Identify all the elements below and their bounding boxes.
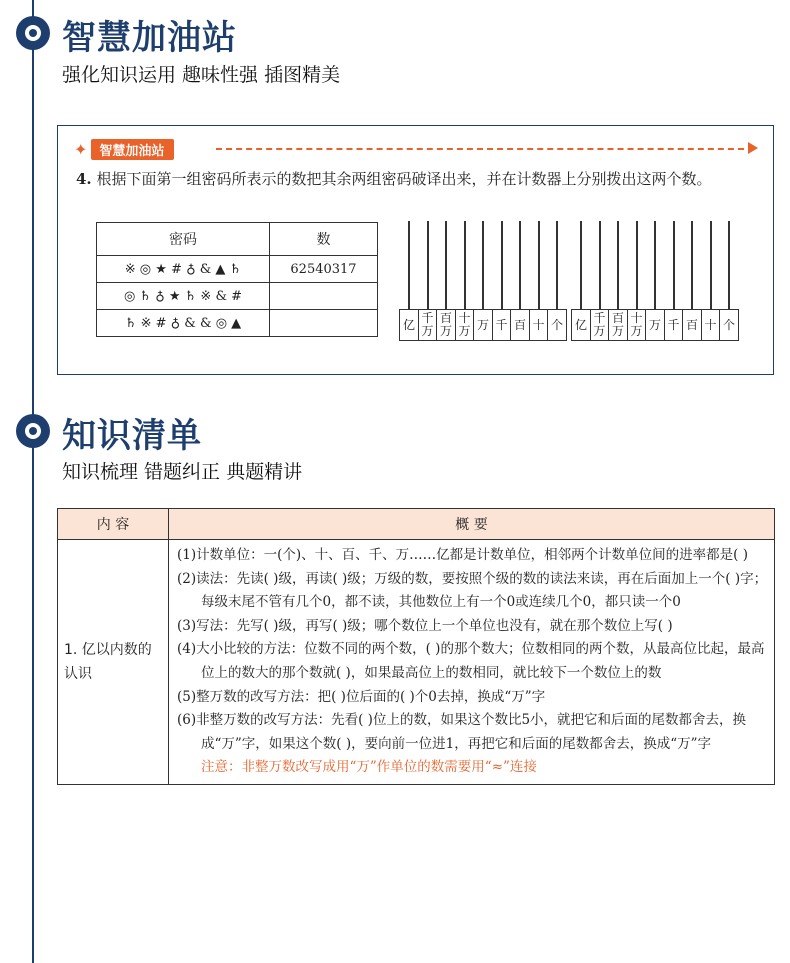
place-label: 十 万 [455,309,475,341]
section-title: 知识清单 [62,416,202,456]
place-label: 个 [719,309,739,341]
place-label: 十 [529,309,549,341]
abacus-rod[interactable] [599,221,601,311]
cipher-cell: ◎ ♄ ♁ ★ ♄ ※ & # [97,283,270,310]
place-label: 万 [645,309,665,341]
abacus-rod[interactable] [654,221,656,311]
question-text: 根据下面第一组密码所表示的数把其余两组密码破译出来，并在计数器上分别拨出这两个数。 [96,170,712,188]
abacus-rod[interactable] [538,221,540,311]
summary-item: (6)非整万数的改写方法：先看( )位上的数，如果这个数比5小，就把它和后面的尾数都舍去，换成“万”字，如果这个数( )，要向前一位进1，再把它和后面的尾数都舍去，换成“万”字 [177,712,747,752]
abacus-rod[interactable] [482,221,484,311]
abacus-rod[interactable] [464,221,466,311]
section-subtitle: 强化知识运用 趣味性强 插图精美 [62,64,341,86]
cipher-cell: ※ ◎ ★ # ♁ & ▲ ♄ [97,256,270,283]
dashed-line [216,148,754,150]
place-label: 千 [492,309,512,341]
banner-label: 智慧加油站 [91,139,174,160]
section-bullet-icon [16,16,50,50]
cipher-header: 密码 [97,223,270,256]
abacus-rod[interactable] [445,221,447,311]
place-label: 千 [664,309,684,341]
timeline-line [32,0,34,963]
place-label: 亿 [399,309,419,341]
place-label: 百 [682,309,702,341]
abacus-rod[interactable] [636,221,638,311]
banner [74,138,174,160]
place-label: 千 万 [418,309,438,341]
summary-table [57,508,775,785]
summary-item: (3)写法：先写( )级，再写( )级；哪个数位上一个单位也没有，就在那个数位上写( ) [177,617,673,634]
abacus-rod[interactable] [710,221,712,311]
place-label: 百 [510,309,530,341]
abacus-rod[interactable] [519,221,521,311]
note: 注意：非整万数改写成用“万”作单位的数需要用“≈”连接 [201,759,537,776]
abacus-rod[interactable] [427,221,429,311]
place-label: 十 万 [627,309,647,341]
abacus-rod[interactable] [556,221,558,311]
place-label: 百 万 [436,309,456,341]
summary-header: 概 要 [169,509,775,540]
abacus-rod[interactable] [408,221,410,311]
abacus-rod[interactable] [580,221,582,311]
summary-item: (1)计数单位：一(个)、十、百、千、万……亿都是计数单位，相邻两个计数单位间的进率都是( ) [177,547,748,563]
abacus-rod[interactable] [617,221,619,311]
summary-item: (4)大小比较的方法：位数不同的两个数，( )的那个数大；位数相同的两个数，从最高位比起，最高位上的数大的那个数就( )，如果最高位上的数相同，就比较下一个数位上的数 [177,641,765,681]
cipher-cell: ♄ ※ # ♁ & & ◎ ▲ [97,310,270,337]
question [76,166,766,192]
cipher-table [96,222,378,337]
place-label: 十 [701,309,721,341]
exercise-box [57,125,774,375]
abacus-rod[interactable] [691,221,693,311]
place-label: 个 [547,309,567,341]
place-label: 亿 [571,309,591,341]
abacus-rod[interactable] [501,221,503,311]
content-header: 内 容 [58,509,169,540]
number-cell: 62540317 [270,256,378,283]
summary-item: (2)读法：先读( )级，再读( )级；万级的数，要按照个级的数的读法来读，再在后面加上一个( )字；每级末尾不管有几个0，都不读，其他数位上有一个0或连续几个0，都只读一个0 [177,570,768,611]
section-title: 智慧加油站 [62,18,237,58]
question-number: 4. [76,170,92,188]
flame-icon: ✦ [74,139,88,159]
abacus-rod[interactable] [673,221,675,311]
section-subtitle: 知识梳理 错题纠正 典题精讲 [62,461,303,483]
summary-cell [169,540,775,785]
number-cell[interactable] [270,310,378,337]
summary-item: (5)整万数的改写方法：把( )位后面的( )个0去掉，换成“万”字 [177,688,546,705]
topic-cell: 1. 亿以内数的认识 [58,540,169,785]
place-label: 百 万 [608,309,628,341]
abacus-rod[interactable] [728,221,730,311]
place-label: 万 [473,309,493,341]
place-label: 千 万 [590,309,610,341]
number-header: 数 [270,223,378,256]
arrow-icon [748,142,758,154]
section-bullet-icon [16,414,50,448]
number-cell[interactable] [270,283,378,310]
